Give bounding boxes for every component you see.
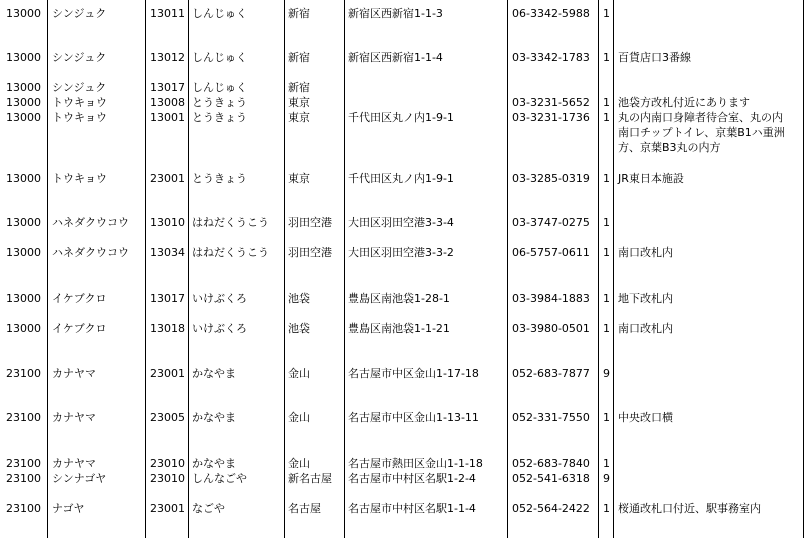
station-hiragana: かなやま [192, 411, 236, 424]
phone: 03-3231-5652 [512, 96, 590, 109]
station-hiragana: しんじゅく [192, 7, 247, 20]
station-id: 13017 [150, 81, 185, 94]
area-code: 13000 [6, 172, 41, 185]
station-hiragana: しんじゅく [192, 81, 247, 94]
area-code: 23100 [6, 502, 41, 515]
station-id: 13034 [150, 246, 185, 259]
area-code: 13000 [6, 7, 41, 20]
count: 1 [603, 502, 610, 515]
station-hiragana: しんなごや [192, 472, 247, 485]
count: 1 [603, 172, 610, 185]
address: 名古屋市中村区名駅1-2-4 [348, 472, 476, 485]
station-kanji: 羽田空港 [288, 216, 332, 229]
note [618, 501, 802, 516]
station-id: 13011 [150, 7, 185, 20]
station-kanji: 東京 [288, 172, 310, 185]
note-line: 南口改札内 [618, 246, 673, 259]
address: 千代田区丸ノ内1-9-1 [348, 172, 454, 185]
area-code: 13000 [6, 81, 41, 94]
station-kana: ハネダクウコウ [52, 246, 129, 259]
station-kana: トウキョウ [52, 96, 107, 109]
station-kanji: 金山 [288, 367, 310, 380]
phone: 03-3231-1736 [512, 111, 590, 124]
station-kana: シンジュク [52, 7, 107, 20]
station-kanji: 名古屋 [288, 502, 321, 515]
station-id: 13018 [150, 322, 185, 335]
station-kana: カナヤマ [52, 411, 96, 424]
note-line: 桜通改札口付近、駅事務室内 [618, 502, 761, 515]
address: 名古屋市中村区名駅1-1-4 [348, 502, 476, 515]
station-kanji: 金山 [288, 457, 310, 470]
note-line: 丸の内南口身障者待合室、丸の内 [618, 111, 783, 124]
address: 名古屋市中区金山1-13-11 [348, 411, 479, 424]
area-code: 23100 [6, 472, 41, 485]
address: 大田区羽田空港3-3-4 [348, 216, 454, 229]
address: 新宿区西新宿1-1-3 [348, 7, 443, 20]
address: 千代田区丸ノ内1-9-1 [348, 111, 454, 124]
station-kana: ナゴヤ [52, 502, 85, 515]
address: 豊島区南池袋1-28-1 [348, 292, 450, 305]
station-hiragana: はねだくうこう [192, 246, 269, 259]
station-id: 13010 [150, 216, 185, 229]
station-kanji: 池袋 [288, 322, 310, 335]
phone: 06-3342-5988 [512, 7, 590, 20]
count: 9 [603, 472, 610, 485]
station-kanji: 新名古屋 [288, 472, 332, 485]
note [618, 95, 802, 110]
note-line: 南口改札内 [618, 322, 673, 335]
address: 新宿区西新宿1-1-4 [348, 51, 443, 64]
note [618, 410, 802, 425]
column-divider [803, 0, 804, 538]
note-line: 地下改札内 [618, 292, 673, 305]
station-hiragana: とうきょう [192, 111, 247, 124]
station-hiragana: とうきょう [192, 96, 247, 109]
address: 名古屋市熱田区金山1-1-18 [348, 457, 483, 470]
note [618, 291, 802, 306]
station-kana: カナヤマ [52, 457, 96, 470]
column-divider [145, 0, 146, 538]
note [618, 171, 802, 186]
column-divider [47, 0, 48, 538]
station-kanji: 新宿 [288, 51, 310, 64]
count: 1 [603, 322, 610, 335]
phone: 03-3984-1883 [512, 292, 590, 305]
count: 1 [603, 411, 610, 424]
station-kana: シンナゴヤ [52, 472, 107, 485]
note-line: 南口チップトイレ、京葉B1ハ重洲 [618, 126, 785, 139]
station-hiragana: とうきょう [192, 172, 247, 185]
phone: 03-3980-0501 [512, 322, 590, 335]
phone: 03-3747-0275 [512, 216, 590, 229]
area-code: 13000 [6, 292, 41, 305]
column-divider [284, 0, 285, 538]
station-id: 13012 [150, 51, 185, 64]
station-id: 13001 [150, 111, 185, 124]
address: 名古屋市中区金山1-17-18 [348, 367, 479, 380]
note-line: 中央改口横 [618, 411, 673, 424]
station-kanji: 新宿 [288, 7, 310, 20]
phone: 03-3342-1783 [512, 51, 590, 64]
station-kana: シンジュク [52, 81, 107, 94]
station-kana: シンジュク [52, 51, 107, 64]
area-code: 23100 [6, 411, 41, 424]
station-id: 23010 [150, 457, 185, 470]
count: 1 [603, 457, 610, 470]
station-hiragana: いけぶくろ [192, 322, 247, 335]
count: 1 [603, 7, 610, 20]
area-code: 13000 [6, 51, 41, 64]
count: 1 [603, 292, 610, 305]
station-kana: トウキョウ [52, 111, 107, 124]
station-hiragana: なごや [192, 502, 225, 515]
station-kana: イケブクロ [52, 322, 107, 335]
area-code: 23100 [6, 367, 41, 380]
station-id: 13017 [150, 292, 185, 305]
area-code: 13000 [6, 216, 41, 229]
count: 1 [603, 246, 610, 259]
note [618, 50, 802, 65]
note [618, 321, 802, 336]
phone: 052-541-6318 [512, 472, 590, 485]
phone: 06-5757-0611 [512, 246, 590, 259]
phone: 052-683-7877 [512, 367, 590, 380]
count: 1 [603, 216, 610, 229]
station-id: 23010 [150, 472, 185, 485]
area-code: 13000 [6, 111, 41, 124]
phone: 052-683-7840 [512, 457, 590, 470]
station-kanji: 池袋 [288, 292, 310, 305]
address: 豊島区南池袋1-1-21 [348, 322, 450, 335]
phone: 052-564-2422 [512, 502, 590, 515]
column-divider [598, 0, 599, 538]
note [618, 245, 802, 260]
station-id: 23001 [150, 172, 185, 185]
note-line: 百貨店口3番線 [618, 51, 691, 64]
phone: 03-3285-0319 [512, 172, 590, 185]
phone: 052-331-7550 [512, 411, 590, 424]
station-kana: イケブクロ [52, 292, 107, 305]
note-line: 方、京葉B3丸の内方 [618, 141, 721, 154]
station-hiragana: はねだくうこう [192, 216, 269, 229]
station-id: 23005 [150, 411, 185, 424]
count: 9 [603, 367, 610, 380]
count: 1 [603, 51, 610, 64]
area-code: 13000 [6, 322, 41, 335]
station-kanji: 羽田空港 [288, 246, 332, 259]
area-code: 13000 [6, 96, 41, 109]
station-hiragana: かなやま [192, 367, 236, 380]
station-id: 23001 [150, 367, 185, 380]
count: 1 [603, 111, 610, 124]
station-hiragana: しんじゅく [192, 51, 247, 64]
count: 1 [603, 96, 610, 109]
area-code: 23100 [6, 457, 41, 470]
note [618, 110, 802, 155]
area-code: 13000 [6, 246, 41, 259]
station-hiragana: いけぶくろ [192, 292, 247, 305]
station-kanji: 金山 [288, 411, 310, 424]
column-divider [507, 0, 508, 538]
station-kanji: 新宿 [288, 81, 310, 94]
note-line: JR東日本施設 [618, 172, 684, 185]
address: 大田区羽田空港3-3-2 [348, 246, 454, 259]
column-divider [344, 0, 345, 538]
station-kanji: 東京 [288, 96, 310, 109]
station-kanji: 東京 [288, 111, 310, 124]
column-divider [188, 0, 189, 538]
station-kana: ハネダクウコウ [52, 216, 129, 229]
note-line: 池袋方改札付近にあります [618, 96, 750, 109]
column-divider [613, 0, 614, 538]
station-id: 13008 [150, 96, 185, 109]
station-id: 23001 [150, 502, 185, 515]
station-hiragana: かなやま [192, 457, 236, 470]
station-kana: カナヤマ [52, 367, 96, 380]
station-kana: トウキョウ [52, 172, 107, 185]
